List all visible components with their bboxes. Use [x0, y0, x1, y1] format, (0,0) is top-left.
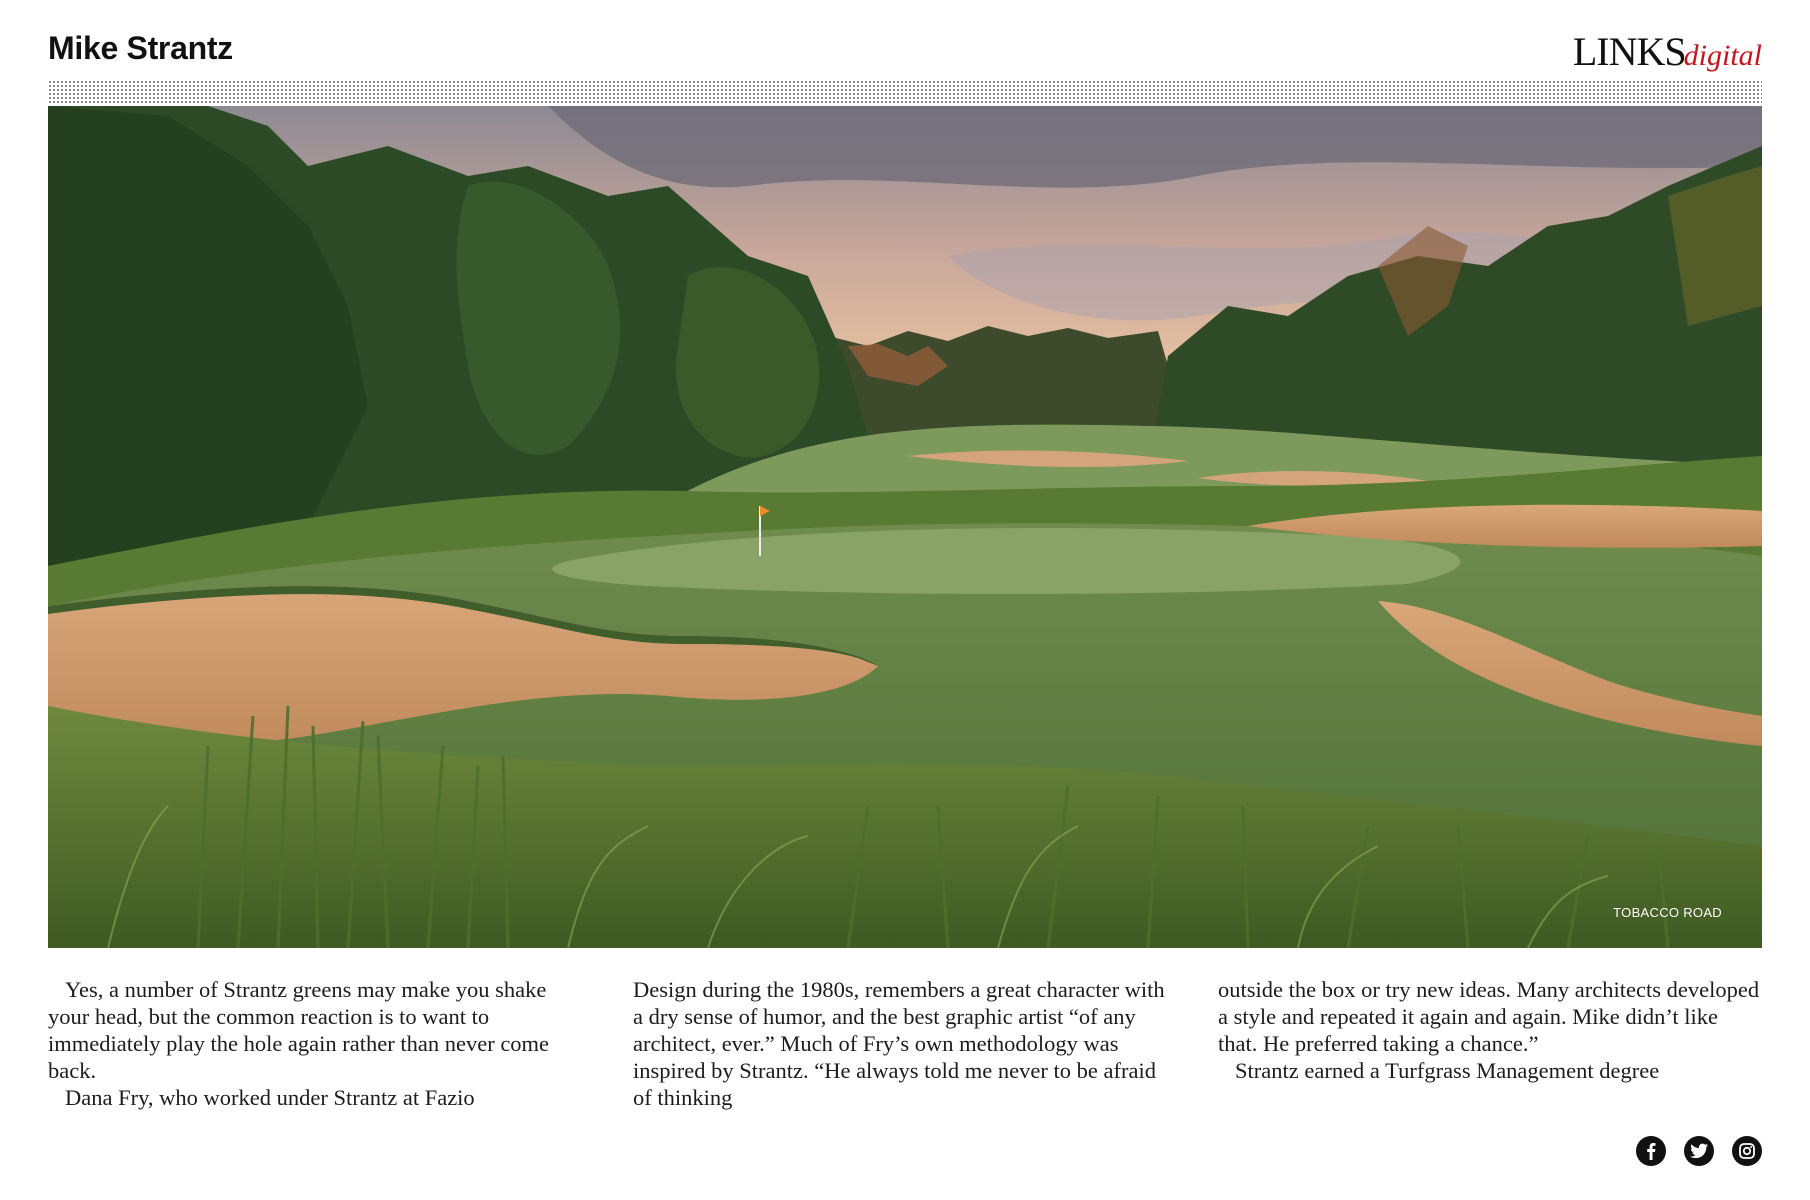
article-column-3 — [1218, 976, 1763, 1084]
brand-logo-main: LINKS — [1572, 29, 1686, 74]
page-title: Mike Strantz — [48, 30, 233, 66]
photo-caption: TOBACCO ROAD — [1613, 905, 1722, 920]
brand-logo-sub: digital — [1683, 39, 1762, 72]
facebook-icon[interactable] — [1636, 1136, 1666, 1166]
article-column-1 — [48, 976, 593, 1111]
dotted-rule-divider — [48, 80, 1762, 105]
article-paragraph: Strantz earned a Turfgrass Management degree — [1235, 1058, 1660, 1083]
article-paragraph: outside the box or try new ideas. Many architects developed a style and repeated it again and again. Mike didn’t like that. He preferred taking a chance.” — [1218, 977, 1760, 1056]
golf-course-photo — [48, 106, 1762, 948]
twitter-icon[interactable] — [1684, 1136, 1714, 1166]
social-links — [1636, 1136, 1762, 1166]
article-paragraph: Yes, a number of Strantz greens may make you shake your head, but the common reaction is to want to immediately play the hole again rather than never come back. — [48, 977, 550, 1083]
brand-logo — [1573, 28, 1762, 75]
article-paragraph: Design during the 1980s, remembers a great character with a dry sense of humor, and the best graphic artist “of any architect, ever.” Much of Fry’s own methodology was inspired by Strantz. “He always told me never to be afraid of thinking — [633, 977, 1165, 1110]
article-column-2 — [633, 976, 1178, 1111]
instagram-icon[interactable] — [1732, 1136, 1762, 1166]
article-paragraph: Dana Fry, who worked under Strantz at Fazio — [65, 1085, 475, 1110]
